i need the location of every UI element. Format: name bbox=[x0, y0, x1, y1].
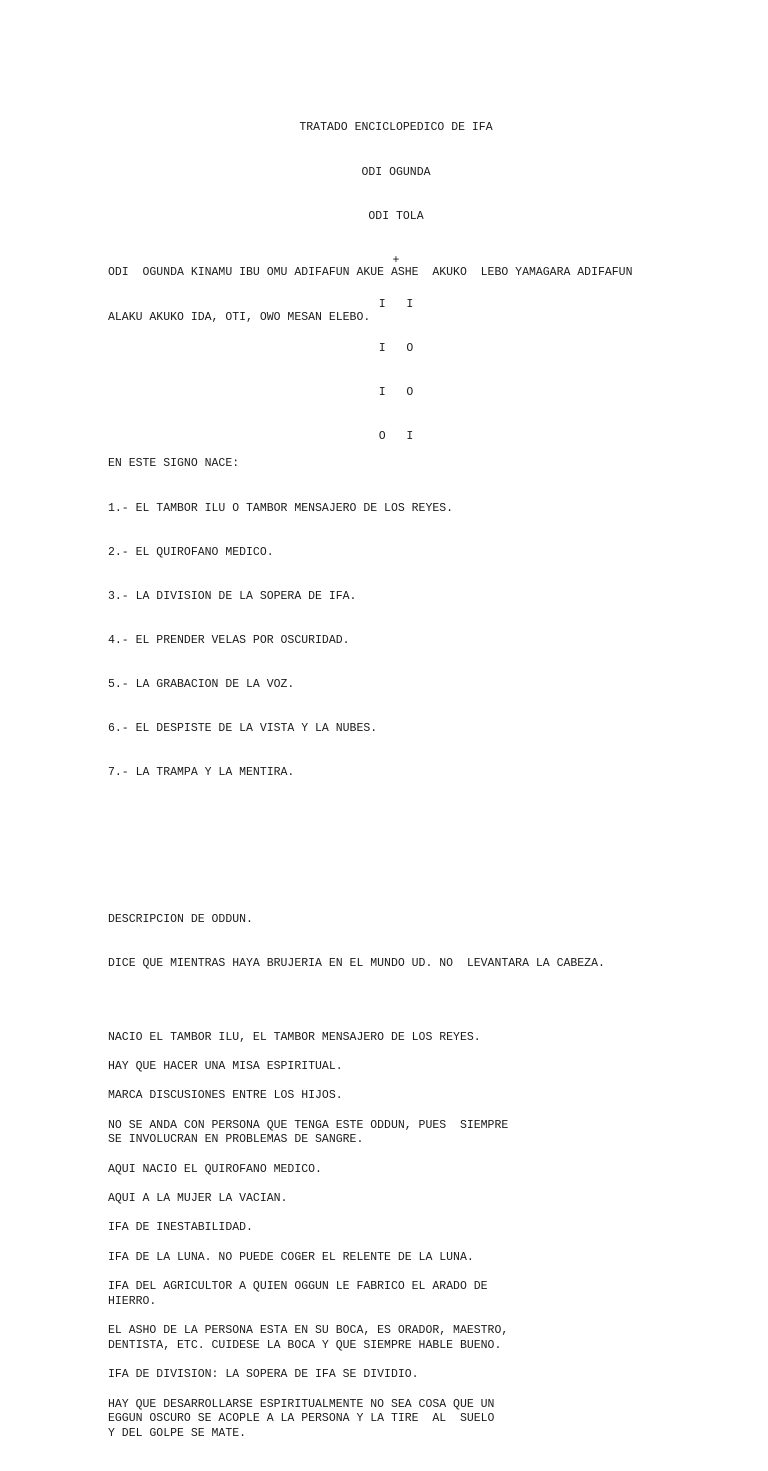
document-body bbox=[108, 237, 748, 1471]
birth-item: 1.- EL TAMBOR ILU O TAMBOR MENSAJERO DE LOS REYES. bbox=[108, 501, 454, 515]
paragraph-line: EL ASHO DE LA PERSONA ESTA EN SU BOCA, ES ORADOR, MAESTRO, bbox=[108, 1324, 509, 1338]
description-paragraph bbox=[108, 1119, 748, 1148]
description-paragraph bbox=[108, 1280, 748, 1309]
sign-alias: ODI TOLA bbox=[368, 209, 424, 223]
description-paragraph bbox=[108, 1192, 748, 1207]
description-paragraph bbox=[108, 1163, 748, 1178]
plus-mark: + bbox=[392, 253, 400, 267]
paragraph-line: HAY QUE HACER UNA MISA ESPIRITUAL. bbox=[108, 1059, 343, 1073]
paragraph-line: Y DEL GOLPE SE MATE. bbox=[108, 1427, 247, 1441]
description-first-line: DICE QUE MIENTRAS HAYA BRUJERIA EN EL MUNDO UD. NO LEVANTARA LA CABEZA. bbox=[108, 957, 605, 971]
sign-mark-row: I O bbox=[378, 385, 414, 399]
description-paragraph bbox=[108, 1221, 748, 1236]
document-title: TRATADO ENCICLOPEDICO DE IFA bbox=[299, 121, 493, 135]
birth-item: 5.- LA GRABACION DE LA VOZ. bbox=[108, 677, 295, 691]
paragraph-line: IFA DE INESTABILIDAD. bbox=[108, 1221, 253, 1235]
paragraph-line: IFA DE DIVISION: LA SOPERA DE IFA SE DIVIDIO. bbox=[108, 1368, 419, 1382]
sign-mark-row: I O bbox=[378, 341, 414, 355]
description-paragraph bbox=[108, 1089, 748, 1104]
description-paragraph bbox=[108, 1060, 748, 1075]
births-heading: EN ESTE SIGNO NACE: bbox=[108, 457, 240, 471]
description-paragraphs bbox=[108, 1016, 748, 1442]
paragraph-line: IFA DEL AGRICULTOR A QUIEN OGGUN LE FABRICO EL ARADO DE bbox=[108, 1280, 488, 1294]
paragraph-line: NACIO EL TAMBOR ILU, EL TAMBOR MENSAJERO DE LOS REYES. bbox=[108, 1030, 481, 1044]
birth-item: 7.- LA TRAMPA Y LA MENTIRA. bbox=[108, 766, 295, 780]
description-paragraph bbox=[108, 1031, 748, 1046]
birth-item: 2.- EL QUIROFANO MEDICO. bbox=[108, 545, 274, 559]
sign-mark-row: I I bbox=[378, 297, 414, 311]
paragraph-line: MARCA DISCUSIONES ENTRE LOS HIJOS. bbox=[108, 1089, 343, 1103]
paragraph-line: HIERRO. bbox=[108, 1294, 157, 1308]
paragraph-line: EGGUN OSCURO SE ACOPLE A LA PERSONA Y LA TIRE AL SUELO bbox=[108, 1412, 495, 1426]
intro-line: ALAKU AKUKO IDA, OTI, OWO MESAN ELEBO. bbox=[108, 310, 371, 324]
paragraph-line: AQUI A LA MUJER LA VACIAN. bbox=[108, 1192, 288, 1206]
intro-line: ODI OGUNDA KINAMU IBU OMU ADIFAFUN AKUE ASHE AKUKO LEBO YAMAGARA ADIFAFUN bbox=[108, 266, 633, 280]
description-heading: DESCRIPCION DE ODDUN. bbox=[108, 912, 253, 926]
paragraph-line: AQUI NACIO EL QUIROFANO MEDICO. bbox=[108, 1162, 322, 1176]
sign-mark-row: O I bbox=[378, 430, 414, 444]
birth-item: 3.- LA DIVISION DE LA SOPERA DE IFA. bbox=[108, 589, 357, 603]
description-paragraph bbox=[108, 1368, 748, 1383]
description-paragraph bbox=[108, 1398, 748, 1442]
description-paragraph bbox=[108, 1251, 748, 1266]
description-paragraph bbox=[108, 1324, 748, 1353]
birth-item: 4.- EL PRENDER VELAS POR OSCURIDAD. bbox=[108, 633, 350, 647]
paragraph-line: NO SE ANDA CON PERSONA QUE TENGA ESTE ODDUN, PUES SIEMPRE bbox=[108, 1118, 509, 1132]
birth-item: 6.- EL DESPISTE DE LA VISTA Y LA NUBES. bbox=[108, 721, 378, 735]
paragraph-line: IFA DE LA LUNA. NO PUEDE COGER EL RELENTE DE LA LUNA. bbox=[108, 1250, 474, 1264]
paragraph-line: HAY QUE DESARROLLARSE ESPIRITUALMENTE NO SEA COSA QUE UN bbox=[108, 1397, 495, 1411]
paragraph-line: SE INVOLUCRAN EN PROBLEMAS DE SANGRE. bbox=[108, 1133, 364, 1147]
sign-name: ODI OGUNDA bbox=[361, 165, 431, 179]
paragraph-line: DENTISTA, ETC. CUIDESE LA BOCA Y QUE SIEMPRE HABLE BUENO. bbox=[108, 1338, 502, 1352]
